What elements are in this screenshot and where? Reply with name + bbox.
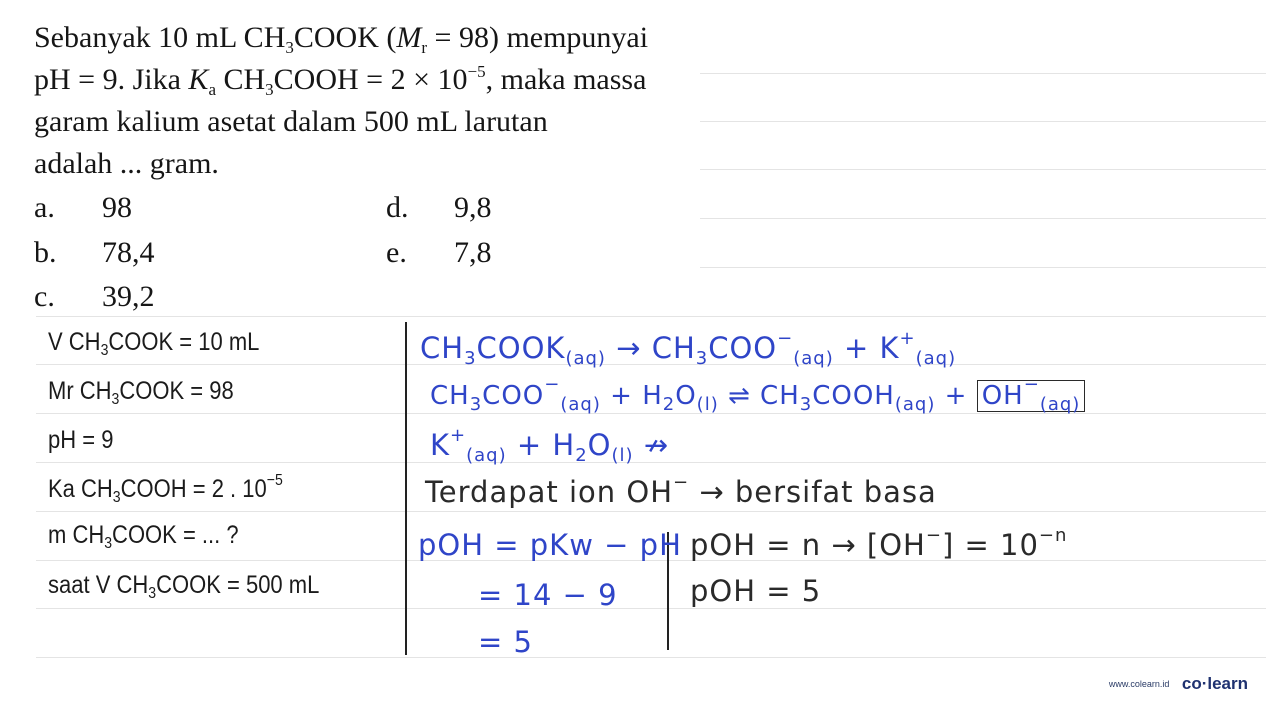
hydroxide-box: $OH^-_{(aq)}$ [977,380,1086,412]
poh-relation: pOH = $n \to [OH^-] = 10^{-n}$ [690,525,1068,562]
ruled-line [36,462,1266,463]
known-mass-unknown: m $CH_3COOK$ = ... ? [48,521,239,552]
reaction-dissociation: $CH_3COOK_{(aq)} \to CH_3COO^-_{(aq)} + K^+_{(aq)}$ [420,328,957,369]
option-a: a. 98 [34,191,132,224]
ruled-line [36,608,1266,609]
option-e: e. 7,8 [386,236,492,269]
ruled-line [36,316,1266,317]
divider-vertical [405,322,407,655]
known-ka: Ka $CH_3COOH = 2$ . $10^{-5}$ [48,472,283,506]
poh-result: = 5 [478,625,533,659]
ruled-line [36,413,1266,414]
known-final-volume: saat V $CH_3COOK = 500$ mL [48,571,320,602]
question-line-4: adalah ... gram. [34,147,219,180]
ruled-line [36,511,1266,512]
question-line-3: garam kalium asetat dalam 500 mL larutan [34,105,548,138]
known-volume: V $CH_3COOK = 10$ mL [48,328,260,359]
question-line-1: Sebanyak 10 mL $CH_3COOK$ $(M_r = 98)$ mempunyai [34,21,649,57]
reaction-hydrolysis: $CH_3COO^-_{(aq)} + H_2O_{(l)}$ ⇌ $CH_3COOH_{(aq)} + OH^-_{(aq)}$ [430,379,1085,413]
ruled-line [700,121,1266,122]
brand-logo: co·learn [1181,674,1248,693]
poh-value: pOH = 5 [690,574,822,608]
ruled-line [36,657,1266,658]
ruled-line [700,169,1266,170]
known-ph: pH = 9 [48,426,114,454]
option-d: d. 9,8 [386,191,492,224]
question-line-2: pH = 9. Jika $K_a$ $CH_3COOH = 2 \times 10^{-5}$, maka massa [34,62,647,99]
basic-note: Terdapat ion OH− → bersifat basa [425,472,937,509]
known-mr: Mr $CH_3COOK = 98$ [48,377,234,408]
poh-formula: pOH = pKw − pH [418,528,682,562]
poh-substitution: = 14 − 9 [478,578,618,612]
ruled-line [700,218,1266,219]
brand-watermark [1109,674,1248,694]
reaction-no-hydrolysis: $K^+_{(aq)} + H_2O_{(l)}$ ↛ [430,425,670,466]
option-c: c. 39,2 [34,280,155,313]
ruled-line [700,267,1266,268]
ruled-line [700,73,1266,74]
option-b: b. 78,4 [34,236,155,269]
brand-url: www.colearn.id [1108,679,1170,689]
